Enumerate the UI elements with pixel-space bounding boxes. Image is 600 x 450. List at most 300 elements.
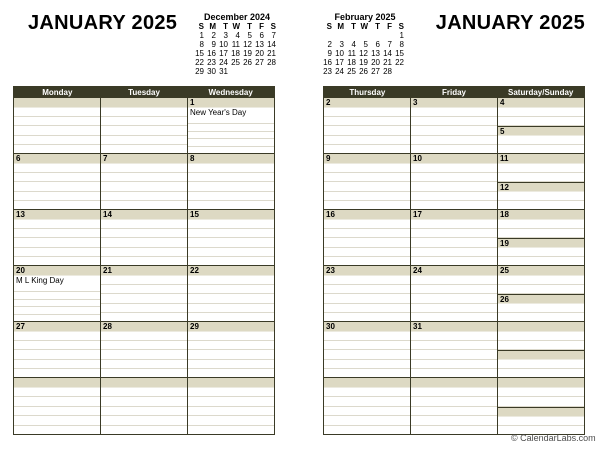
mini-calendar-december xyxy=(194,12,280,76)
mini-calendar-day: 2 xyxy=(211,31,216,40)
ruled-line xyxy=(411,229,497,238)
holiday-note xyxy=(188,276,274,285)
weekend-cell xyxy=(497,210,584,265)
date-band: 6 xyxy=(14,154,100,164)
ruled-line xyxy=(14,257,100,265)
mini-calendar-day: 23 xyxy=(207,58,216,67)
ruled-line xyxy=(411,388,497,397)
ruled-line xyxy=(324,220,410,229)
ruled-line xyxy=(14,173,100,182)
mini-calendar-day: 10 xyxy=(335,49,344,58)
weekend-cell xyxy=(497,154,584,209)
mini-calendar-day: 31 xyxy=(219,67,228,76)
ruled-line xyxy=(324,182,410,191)
ruled-line xyxy=(498,304,584,313)
ruled-line xyxy=(188,285,274,294)
mini-calendar-day-header: M xyxy=(209,22,216,31)
day-cell xyxy=(14,98,100,153)
mini-calendar-day: 20 xyxy=(371,58,380,67)
mini-calendar-day: 25 xyxy=(347,67,356,76)
mini-calendar-day: 22 xyxy=(195,58,204,67)
column-header-wednesday: Wednesday xyxy=(208,88,253,97)
ruled-line xyxy=(498,117,584,126)
mini-calendar-day-header: S xyxy=(198,22,204,31)
ruled-line xyxy=(324,136,410,145)
mini-calendar-day: 4 xyxy=(235,31,240,40)
date-band-sunday xyxy=(498,407,584,417)
ruled-line xyxy=(324,192,410,201)
ruled-line xyxy=(498,285,584,294)
ruled-line xyxy=(101,145,187,153)
ruled-line xyxy=(188,182,274,191)
column-header-monday: Monday xyxy=(42,88,73,97)
ruled-line xyxy=(14,350,100,359)
ruled-line xyxy=(188,388,274,397)
mini-calendar-day: 15 xyxy=(395,49,404,58)
ruled-line xyxy=(101,388,187,397)
ruled-line xyxy=(498,276,584,285)
ruled-line xyxy=(101,313,187,321)
ruled-line xyxy=(411,313,497,321)
ruled-line xyxy=(14,192,100,201)
mini-calendar-day: 11 xyxy=(231,40,240,49)
weekday-header-row xyxy=(14,87,274,98)
holiday-note: New Year's Day xyxy=(188,108,274,124)
date-band: 28 xyxy=(101,322,187,332)
mini-calendar-day: 22 xyxy=(395,58,404,67)
ruled-line xyxy=(324,294,410,303)
ruled-line xyxy=(324,126,410,135)
mini-calendar-day: 1 xyxy=(399,31,404,40)
ruled-line xyxy=(324,360,410,369)
ruled-line xyxy=(14,360,100,369)
mini-calendar-day: 6 xyxy=(259,31,264,40)
mini-calendar-day-headers xyxy=(194,22,280,31)
mini-calendar-day-header: S xyxy=(398,22,404,31)
day-cell xyxy=(14,266,100,321)
mini-calendar-day: 12 xyxy=(359,49,368,58)
date-band-saturday: 11 xyxy=(498,154,584,164)
ruled-line xyxy=(14,388,100,397)
ruled-line xyxy=(188,124,274,131)
day-cell xyxy=(324,98,410,153)
ruled-line xyxy=(324,229,410,238)
ruled-line xyxy=(498,108,584,117)
holiday-note xyxy=(101,108,187,117)
ruled-line xyxy=(411,341,497,350)
mini-calendar-day: 14 xyxy=(383,49,392,58)
day-cell xyxy=(324,378,410,434)
mini-calendar-day xyxy=(394,67,406,76)
ruled-line xyxy=(411,304,497,313)
ruled-line xyxy=(498,369,584,377)
day-cell xyxy=(14,378,100,434)
ruled-line xyxy=(14,407,100,416)
ruled-line xyxy=(101,397,187,406)
date-band xyxy=(101,378,187,388)
ruled-line xyxy=(498,192,584,201)
mini-calendar-day-header: F xyxy=(387,22,392,31)
mini-calendar-day: 27 xyxy=(255,58,264,67)
date-band-sunday: 5 xyxy=(498,126,584,136)
mini-calendar-day: 24 xyxy=(335,67,344,76)
ruled-line xyxy=(411,238,497,247)
week-row xyxy=(14,98,274,154)
mini-calendar-day: 8 xyxy=(399,40,404,49)
column-header-friday: Friday xyxy=(442,88,467,97)
ruled-line xyxy=(411,407,497,416)
ruled-line xyxy=(498,341,584,350)
ruled-line xyxy=(324,173,410,182)
ruled-line xyxy=(411,192,497,201)
date-band-sunday: 19 xyxy=(498,238,584,248)
ruled-line xyxy=(498,332,584,341)
date-band: 31 xyxy=(411,322,497,332)
date-band: 2 xyxy=(324,98,410,108)
weekend-cell xyxy=(497,266,584,321)
date-band: 15 xyxy=(188,210,274,220)
ruled-line xyxy=(14,307,100,314)
ruled-line xyxy=(14,201,100,209)
date-band-saturday: 25 xyxy=(498,266,584,276)
date-band: 7 xyxy=(101,154,187,164)
ruled-line xyxy=(101,238,187,247)
date-band-saturday xyxy=(498,378,584,388)
ruled-line xyxy=(101,192,187,201)
ruled-line xyxy=(188,229,274,238)
ruled-line xyxy=(324,304,410,313)
date-band: 24 xyxy=(411,266,497,276)
mini-calendar-day: 29 xyxy=(195,67,204,76)
week-row xyxy=(324,378,584,434)
ruled-line xyxy=(101,416,187,425)
ruled-line xyxy=(14,426,100,434)
ruled-line xyxy=(14,300,100,307)
day-cell xyxy=(187,154,274,209)
mini-calendar-day: 12 xyxy=(243,40,252,49)
mini-calendar-day: 10 xyxy=(219,40,228,49)
ruled-line xyxy=(411,332,497,341)
day-cell xyxy=(410,266,497,321)
mini-calendar-day: 20 xyxy=(255,49,264,58)
ruled-line xyxy=(324,397,410,406)
ruled-line xyxy=(324,341,410,350)
day-cell xyxy=(410,210,497,265)
week-row xyxy=(14,322,274,378)
ruled-line xyxy=(324,257,410,265)
calendar-grid-right xyxy=(323,86,585,435)
mini-calendar-day: 3 xyxy=(223,31,228,40)
date-band xyxy=(188,378,274,388)
ruled-line xyxy=(498,201,584,209)
ruled-line xyxy=(14,238,100,247)
ruled-line xyxy=(411,126,497,135)
holiday-note xyxy=(101,276,187,285)
date-band: 17 xyxy=(411,210,497,220)
mini-calendar-day: 18 xyxy=(231,49,240,58)
ruled-line xyxy=(101,248,187,257)
column-header-saturday-sunday: Saturday/Sunday xyxy=(508,88,574,97)
holiday-note xyxy=(14,164,100,173)
ruled-line xyxy=(411,257,497,265)
day-cell xyxy=(324,210,410,265)
date-band-saturday: 18 xyxy=(498,210,584,220)
date-band: 14 xyxy=(101,210,187,220)
ruled-line xyxy=(411,276,497,285)
ruled-line xyxy=(498,164,584,173)
mini-calendar-day: 18 xyxy=(347,58,356,67)
mini-calendar-day-header: W xyxy=(360,22,368,31)
ruled-line xyxy=(14,117,100,126)
ruled-line xyxy=(188,416,274,425)
ruled-line xyxy=(188,139,274,146)
calendar-grid-left xyxy=(13,86,275,435)
mini-calendar-day: 8 xyxy=(199,40,204,49)
date-band-sunday: 26 xyxy=(498,294,584,304)
ruled-line xyxy=(101,126,187,135)
date-band: 27 xyxy=(14,322,100,332)
ruled-line xyxy=(101,285,187,294)
mini-calendar-day: 24 xyxy=(219,58,228,67)
date-band: 10 xyxy=(411,154,497,164)
mini-calendar-day: 23 xyxy=(323,67,332,76)
day-cell xyxy=(14,322,100,377)
mini-calendar-day: 17 xyxy=(219,49,228,58)
mini-calendar-day: 15 xyxy=(195,49,204,58)
ruled-line xyxy=(14,145,100,153)
mini-calendar-day: 4 xyxy=(351,40,356,49)
mini-calendar-day: 6 xyxy=(375,40,380,49)
week-row xyxy=(324,322,584,378)
ruled-line xyxy=(498,145,584,153)
mini-calendar-day: 5 xyxy=(363,40,368,49)
mini-calendar-day xyxy=(230,67,242,76)
date-band: 8 xyxy=(188,154,274,164)
ruled-line xyxy=(498,360,584,369)
day-cell xyxy=(100,154,187,209)
date-band: 22 xyxy=(188,266,274,276)
ruled-line xyxy=(324,108,410,117)
ruled-line xyxy=(324,145,410,153)
date-band: 13 xyxy=(14,210,100,220)
ruled-line xyxy=(188,426,274,434)
ruled-line xyxy=(101,341,187,350)
holiday-note xyxy=(101,164,187,173)
ruled-line xyxy=(498,173,584,182)
mini-calendar-day: 21 xyxy=(267,49,276,58)
holiday-note xyxy=(101,220,187,229)
day-cell xyxy=(187,378,274,434)
ruled-line xyxy=(101,136,187,145)
ruled-line xyxy=(188,132,274,139)
ruled-line xyxy=(188,173,274,182)
ruled-line xyxy=(324,201,410,209)
weekday-header-row xyxy=(324,87,584,98)
ruled-line xyxy=(188,248,274,257)
ruled-line xyxy=(411,360,497,369)
mini-calendar-day: 16 xyxy=(207,49,216,58)
mini-calendar-day: 17 xyxy=(335,58,344,67)
date-band xyxy=(101,98,187,108)
ruled-line xyxy=(188,201,274,209)
ruled-line xyxy=(188,350,274,359)
ruled-line xyxy=(14,397,100,406)
ruled-line xyxy=(411,201,497,209)
mini-calendar-day-header: T xyxy=(375,22,380,31)
mini-calendar-day xyxy=(242,67,254,76)
day-cell xyxy=(100,378,187,434)
date-band: 30 xyxy=(324,322,410,332)
day-cell xyxy=(14,210,100,265)
mini-calendar-day: 13 xyxy=(255,40,264,49)
ruled-line xyxy=(411,182,497,191)
date-band: 1 xyxy=(188,98,274,108)
weekend-cell xyxy=(497,98,584,153)
date-band: 3 xyxy=(411,98,497,108)
copyright-link[interactable]: © CalendarLabs.com xyxy=(511,433,596,443)
ruled-line xyxy=(411,164,497,173)
ruled-line xyxy=(101,201,187,209)
ruled-line xyxy=(101,182,187,191)
date-band: 16 xyxy=(324,210,410,220)
mini-calendar-day-header: M xyxy=(337,22,344,31)
day-cell xyxy=(187,266,274,321)
ruled-line xyxy=(14,369,100,377)
holiday-note xyxy=(14,108,100,117)
ruled-line xyxy=(498,313,584,321)
ruled-line xyxy=(188,313,274,321)
ruled-line xyxy=(101,426,187,434)
ruled-line xyxy=(188,341,274,350)
mini-calendar-day: 25 xyxy=(231,58,240,67)
ruled-line xyxy=(324,407,410,416)
mini-calendar-title: December 2024 xyxy=(203,12,271,22)
ruled-line xyxy=(324,388,410,397)
mini-calendar-day: 3 xyxy=(339,40,344,49)
ruled-line xyxy=(101,294,187,303)
page-title-right: JANUARY 2025 xyxy=(435,12,585,34)
day-cell xyxy=(410,154,497,209)
week-row xyxy=(324,266,584,322)
week-row xyxy=(14,210,274,266)
mini-calendar-days xyxy=(322,31,408,76)
mini-calendar-day: 5 xyxy=(247,31,252,40)
mini-calendar-day: 19 xyxy=(243,49,252,58)
ruled-line xyxy=(14,416,100,425)
ruled-line xyxy=(101,407,187,416)
ruled-line xyxy=(188,360,274,369)
ruled-line xyxy=(411,350,497,359)
mini-calendar-day: 28 xyxy=(383,67,392,76)
ruled-line xyxy=(14,292,100,299)
ruled-line xyxy=(188,238,274,247)
date-band xyxy=(324,378,410,388)
ruled-line xyxy=(101,173,187,182)
ruled-line xyxy=(101,350,187,359)
day-cell xyxy=(410,378,497,434)
ruled-line xyxy=(324,117,410,126)
ruled-line xyxy=(324,313,410,321)
mini-calendar-day: 9 xyxy=(211,40,216,49)
ruled-line xyxy=(14,229,100,238)
mini-calendar-day-header: W xyxy=(232,22,240,31)
mini-calendar-days xyxy=(194,31,280,76)
mini-calendar-day: 9 xyxy=(327,49,332,58)
date-band-sunday xyxy=(498,350,584,360)
ruled-line xyxy=(101,117,187,126)
date-band-saturday: 4 xyxy=(498,98,584,108)
mini-calendar-day xyxy=(266,67,278,76)
mini-calendar-day: 11 xyxy=(347,49,356,58)
date-band xyxy=(14,378,100,388)
ruled-line xyxy=(411,285,497,294)
day-cell xyxy=(14,154,100,209)
ruled-line xyxy=(498,248,584,257)
day-cell xyxy=(100,98,187,153)
ruled-line xyxy=(411,145,497,153)
ruled-line xyxy=(188,407,274,416)
day-cell xyxy=(410,98,497,153)
ruled-line xyxy=(101,229,187,238)
ruled-line xyxy=(101,304,187,313)
ruled-line xyxy=(498,397,584,406)
day-cell xyxy=(187,98,274,153)
mini-calendar-day: 19 xyxy=(359,58,368,67)
date-band: 23 xyxy=(324,266,410,276)
week-row xyxy=(324,98,584,154)
date-band-saturday xyxy=(498,322,584,332)
day-cell xyxy=(100,266,187,321)
ruled-line xyxy=(14,315,100,321)
ruled-line xyxy=(188,369,274,377)
ruled-line xyxy=(411,294,497,303)
mini-calendar-day xyxy=(254,67,266,76)
week-row xyxy=(14,154,274,210)
week-row xyxy=(14,378,274,434)
mini-calendar-day-header: T xyxy=(351,22,356,31)
day-cell xyxy=(324,266,410,321)
ruled-line xyxy=(411,136,497,145)
ruled-line xyxy=(324,416,410,425)
mini-calendar-day-header: S xyxy=(270,22,276,31)
day-cell xyxy=(187,210,274,265)
ruled-line xyxy=(188,294,274,303)
ruled-line xyxy=(411,426,497,434)
ruled-line xyxy=(188,304,274,313)
ruled-line xyxy=(324,332,410,341)
column-header-tuesday: Tuesday xyxy=(128,88,160,97)
week-row xyxy=(324,210,584,266)
ruled-line xyxy=(498,257,584,265)
day-cell xyxy=(410,322,497,377)
date-band: 20 xyxy=(14,266,100,276)
ruled-line xyxy=(411,220,497,229)
mini-calendar-day-header: S xyxy=(326,22,332,31)
mini-calendar-day: 30 xyxy=(207,67,216,76)
mini-calendar-day: 26 xyxy=(243,58,252,67)
holiday-note xyxy=(188,164,274,173)
mini-calendar-title: February 2025 xyxy=(334,12,396,22)
mini-calendar-day: 1 xyxy=(199,31,204,40)
weekend-cell xyxy=(497,378,584,434)
holiday-note xyxy=(101,332,187,341)
ruled-line xyxy=(411,369,497,377)
mini-calendar-day-header: T xyxy=(247,22,252,31)
ruled-line xyxy=(101,369,187,377)
ruled-line xyxy=(14,136,100,145)
mini-calendar-day: 21 xyxy=(383,58,392,67)
ruled-line xyxy=(411,416,497,425)
